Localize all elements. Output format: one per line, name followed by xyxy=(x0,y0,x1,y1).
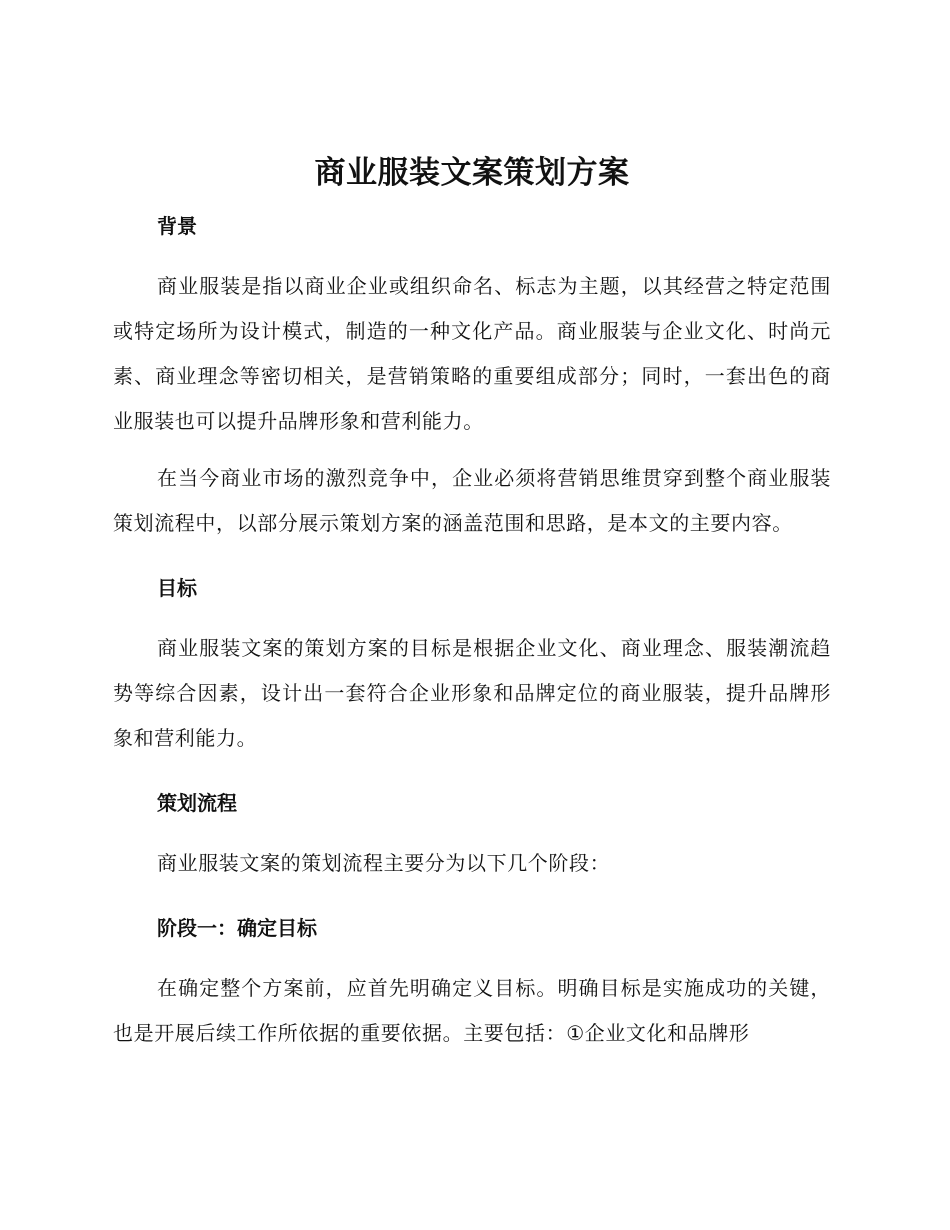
paragraph: 商业服装文案的策划流程主要分为以下几个阶段： xyxy=(157,851,611,875)
section-heading-stage-one: 阶段一：确定目标 xyxy=(157,916,317,940)
section-heading-background: 背景 xyxy=(157,214,197,238)
paragraph: 商业服装是指以商业企业或组织命名、标志为主题，以其经营之特定范围或特定场所为设计模式，制造的一种文化产品。商业服装与企业文化、时尚元素、商业理念等密切相关，是营销策略的重要组成部分；同时，一套出色的商业服装也可以提升品牌形象和营利能力。 xyxy=(113,274,831,433)
section-heading-goal: 目标 xyxy=(157,576,197,600)
paragraph: 商业服装文案的策划方案的目标是根据企业文化、商业理念、服装潮流趋势等综合因素，设计出一套符合企业形象和品牌定位的商业服装，提升品牌形象和营利能力。 xyxy=(113,636,831,750)
paragraph: 在确定整个方案前，应首先明确定义目标。明确目标是实施成功的关键，也是开展后续工作所依据的重要依据。主要包括：①企业文化和品牌形 xyxy=(113,976,831,1045)
paragraph: 在当今商业市场的激烈竞争中，企业必须将营销思维贯穿到整个商业服装策划流程中，以部分展示策划方案的涵盖范围和思路，是本文的主要内容。 xyxy=(113,466,831,535)
page-title: 商业服装文案策划方案 xyxy=(314,155,630,191)
document-body xyxy=(113,150,831,1056)
section-heading-process: 策划流程 xyxy=(157,791,237,815)
